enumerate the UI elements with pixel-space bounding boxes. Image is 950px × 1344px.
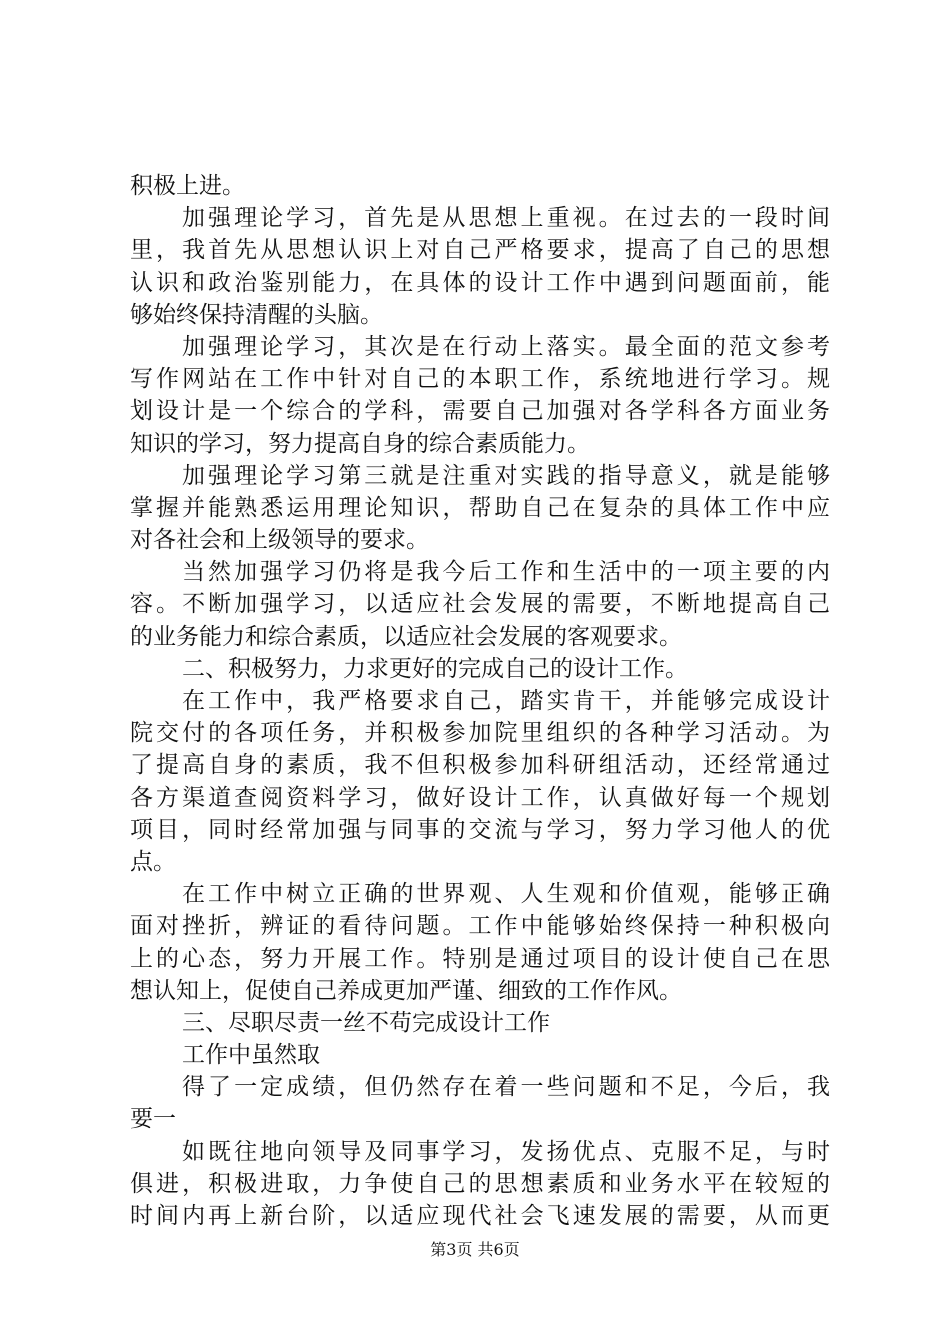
text-line: 得了一定成绩，但仍然存在着一些问题和不足，今后，我 <box>182 1074 830 1101</box>
text-line: 积极上进。 <box>130 173 245 199</box>
text-line: 够始终保持清醒的头脑。 <box>130 301 383 328</box>
text-line: 认识和政治鉴别能力，在具体的设计工作中遇到问题面前，能 <box>130 269 830 296</box>
text-line: 了提高自身的素质，我不但积极参加科研组活动，还经常通过 <box>130 752 830 779</box>
text-line: 加强理论学习第三就是注重对实践的指导意义，就是能够 <box>182 462 830 489</box>
page-footer: 第3页 共6页 <box>430 1240 520 1259</box>
text-line: 上的心态，努力开展工作。特别是通过项目的设计使自己在思 <box>130 945 830 972</box>
text-line: 掌握并能熟悉运用理论知识，帮助自己在复杂的具体工作中应 <box>130 494 830 521</box>
text-line: 想认知上，促使自己养成更加严谨、细致的工作作风。 <box>130 977 682 1004</box>
text-line: 容。不断加强学习，以适应社会发展的需要，不断地提高自己 <box>130 591 830 618</box>
text-line: 在工作中树立正确的世界观、人生观和价值观，能够正确 <box>182 881 830 908</box>
text-line: 划设计是一个综合的学科，需要自己加强对各学科各方面业务 <box>130 398 830 425</box>
text-line: 如既往地向领导及同事学习，发扬优点、克服不足，与时 <box>182 1138 830 1165</box>
text-line: 当然加强学习仍将是我今后工作和生活中的一项主要的内 <box>182 559 830 586</box>
text-line: 在工作中，我严格要求自己，踏实肯干，并能够完成设计 <box>182 688 830 714</box>
text-line: 加强理论学习，其次是在行动上落实。最全面的范文参考 <box>182 333 830 360</box>
text-line: 的业务能力和综合素质，以适应社会发展的客观要求。 <box>130 623 682 650</box>
text-line: 时间内再上新台阶，以适应现代社会飞速发展的需要，从而更 <box>130 1203 830 1229</box>
text-line: 对各社会和上级领导的要求。 <box>130 527 429 554</box>
text-line: 工作中虽然取 <box>182 1042 320 1069</box>
text-line: 面对挫折，辨证的看待问题。工作中能够始终保持一种积极向 <box>130 913 830 940</box>
text-line: 三、尽职尽责一丝不苟完成设计工作 <box>182 1009 550 1036</box>
text-line: 写作网站在工作中针对自己的本职工作，系统地进行学习。规 <box>130 366 830 393</box>
text-line: 项目，同时经常加强与同事的交流与学习，努力学习他人的优 <box>130 816 830 843</box>
text-line: 二、积极努力，力求更好的完成自己的设计工作。 <box>182 655 688 682</box>
text-line: 各方渠道查阅资料学习，做好设计工作，认真做好每一个规划 <box>130 784 830 811</box>
text-line: 院交付的各项任务，并积极参加院里组织的各种学习活动。为 <box>130 720 830 747</box>
text-line: 加强理论学习，首先是从思想上重视。在过去的一段时间 <box>182 205 830 232</box>
text-line: 知识的学习，努力提高自身的综合素质能力。 <box>130 430 590 457</box>
text-line: 要一 <box>130 1106 176 1133</box>
text-line: 点。 <box>130 848 176 875</box>
document-body <box>130 170 830 1232</box>
text-line: 俱进，积极进取，力争使自己的思想素质和业务水平在较短的 <box>130 1170 830 1197</box>
text-line: 里，我首先从思想认识上对自己严格要求，提高了自己的思想 <box>130 237 830 264</box>
